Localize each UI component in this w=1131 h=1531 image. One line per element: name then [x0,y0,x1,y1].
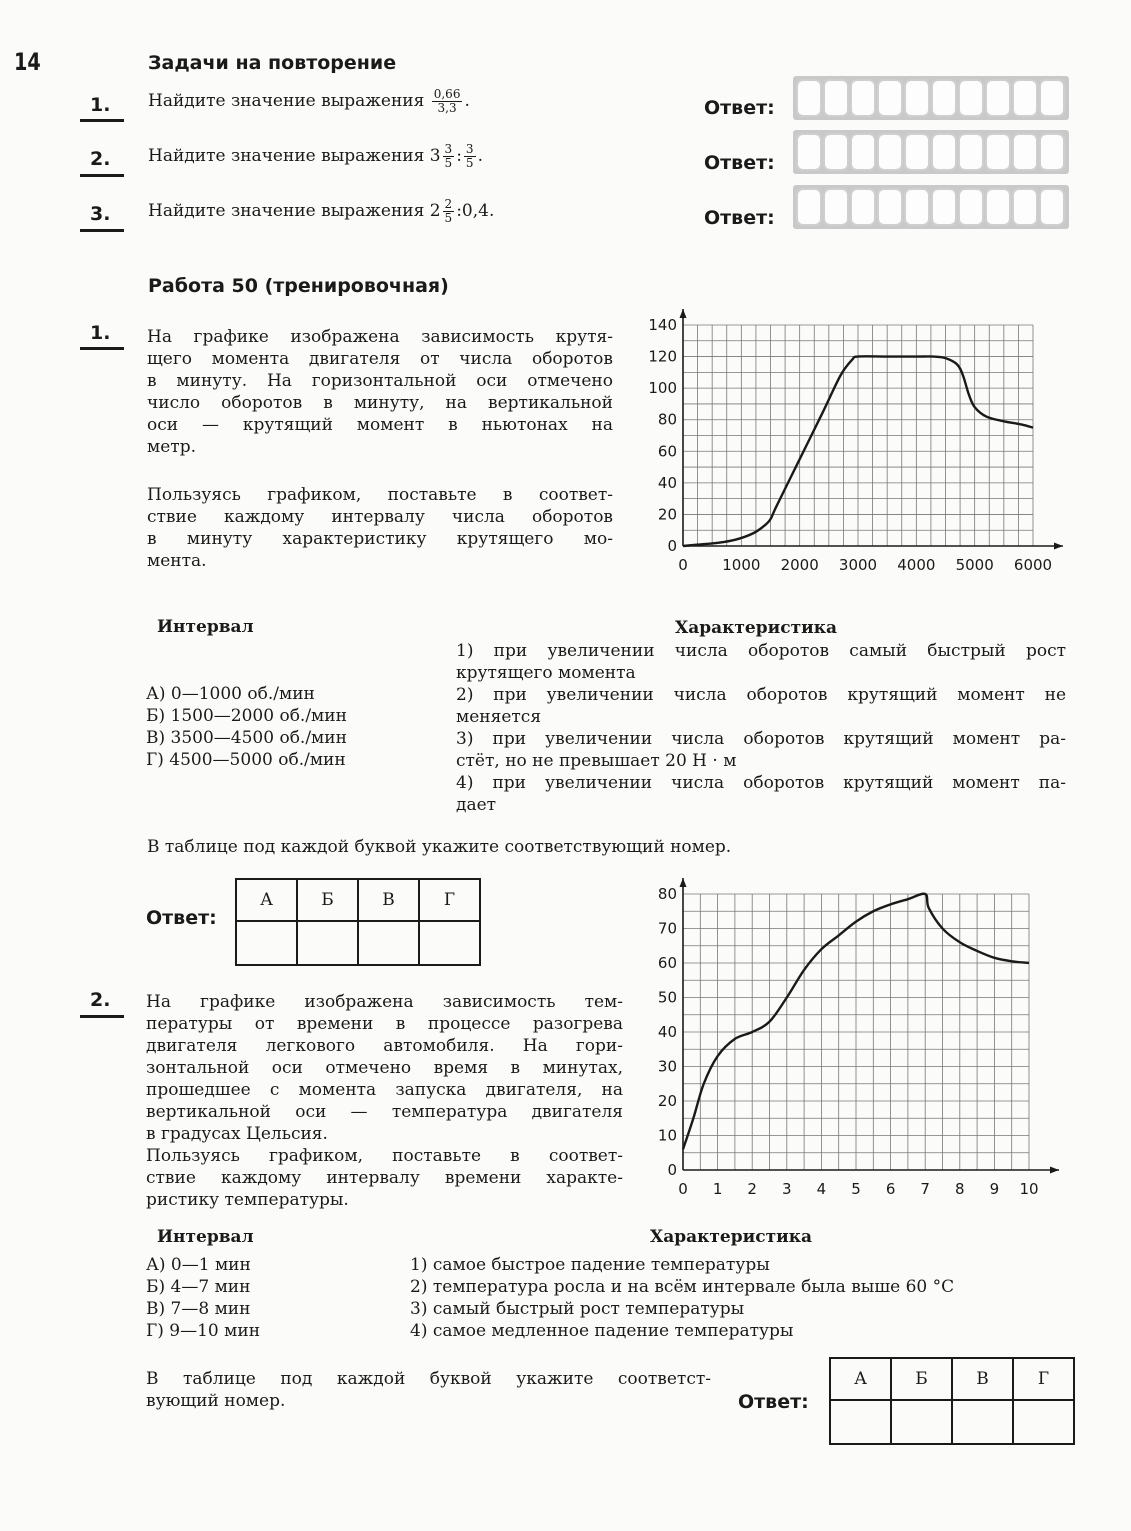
answer-cell[interactable] [904,79,930,117]
y-axis-arrow [680,878,687,887]
work-title: Работа 50 (тренировочная) [148,275,449,297]
task-1-underline [80,347,124,350]
answer-cell-b[interactable] [891,1400,952,1444]
answer-cell[interactable] [985,133,1011,171]
answer-cell[interactable] [1039,79,1065,117]
task-1-number: 1. [90,322,111,344]
x-tick-label: 3 [782,1180,792,1198]
interval-item: А) 0—1000 об./мин [146,684,315,704]
answer-cell-a[interactable] [830,1400,891,1444]
task-2-interval-title: Интервал [157,1227,254,1247]
answer-header-b: Б [891,1358,952,1400]
review-task-2-fraction-2 [464,143,476,170]
answer-cell[interactable] [985,188,1011,226]
interval-item: Г) 4500—5000 об./мин [146,750,346,770]
text-line: ствие каждому интервалу числа оборотов [147,507,613,527]
text-line: вертикальной оси — температура двигателя [146,1102,623,1122]
text-line: Пользуясь графиком, поставьте в соответ- [147,485,613,505]
characteristic-item: 4) при увеличении числа оборотов крутящий момент па- [456,773,1066,793]
answer-cell-v[interactable] [358,921,419,965]
answer-header-g: Г [1013,1358,1074,1400]
y-tick-label: 80 [657,885,677,903]
y-tick-label: 140 [648,316,677,334]
characteristic-item: 4) самое медленное падение температуры [410,1321,794,1341]
y-tick-label: 80 [657,410,677,429]
x-tick-label: 9 [989,1180,1000,1198]
text-line: двигателя легкового автомобиля. На гори- [146,1036,623,1056]
answer-cell[interactable] [931,79,957,117]
review-task-1-underline [80,119,124,122]
y-tick-label: 100 [648,379,677,398]
review-task-3-number: 3. [90,203,111,225]
y-tick-label: 50 [657,988,677,1007]
task-1-paragraph-1 [147,326,613,458]
answer-cell[interactable] [1012,79,1038,117]
answer-cell[interactable] [958,133,984,171]
task-1-interval-title: Интервал [157,617,254,637]
interval-item: В) 7—8 мин [146,1299,251,1319]
x-tick-label: 4000 [897,556,936,574]
review-task-2-tail: . [477,146,483,166]
review-task-2-answer-label: Ответ: [704,152,775,174]
answer-cell[interactable] [877,133,903,171]
answer-cell[interactable] [985,79,1011,117]
answer-header-a: А [236,879,297,921]
task-1-interval-list [146,683,347,771]
review-task-1-text [148,88,470,115]
answer-cell-g[interactable] [419,921,480,965]
task-2-underline [80,1015,124,1018]
x-tick-label: 10 [1019,1180,1039,1198]
answer-cell[interactable] [904,133,930,171]
y-tick-label: 70 [657,919,677,938]
interval-item: А) 0—1 мин [146,1255,251,1275]
review-task-3-label: Найдите значение выражения 2 [148,201,441,221]
answer-header-b: Б [297,879,358,921]
characteristic-item: 2) температура росла и на всём интервале была выше 60 °С [410,1277,955,1297]
review-task-3-answer-label: Ответ: [704,207,775,229]
temperature-chart [640,868,1070,1203]
task-1-instruction: В таблице под каждой буквой укажите соответствующий номер. [147,837,732,857]
interval-item: Б) 1500—2000 об./мин [146,706,347,726]
fraction-denominator: 5 [444,156,453,170]
x-tick-label: 0 [678,1180,688,1198]
text-line: ристику температуры. [146,1190,349,1210]
answer-cell[interactable] [796,79,822,117]
task-2-interval-list [146,1254,260,1342]
text-line: На графике изображена зависимость крутя- [147,327,613,347]
x-axis-arrow [1054,543,1063,550]
text-line: оси — крутящий момент в ньютонах на [147,415,613,435]
answer-cell[interactable] [796,188,822,226]
x-tick-label: 1 [712,1180,723,1198]
division-sign: : [456,146,462,166]
fraction-denominator: 5 [465,156,474,170]
review-task-2-number: 2. [90,148,111,170]
task-1-characteristic-list [456,640,1066,816]
answer-cell[interactable] [850,79,876,117]
text-line: вующий номер. [146,1391,286,1411]
text-line: зонтальной оси отмечено время в минутах, [146,1058,623,1078]
text-line: в минуту характеристику крутящего мо- [147,529,613,549]
text-line: На графике изображена зависимость тем- [146,992,623,1012]
answer-header-a: А [830,1358,891,1400]
y-tick-label: 20 [657,505,677,524]
x-tick-label: 3000 [838,556,878,574]
review-task-3-tail: :0,4. [456,201,495,221]
characteristic-item: 3) самый быстрый рост температуры [410,1299,745,1319]
x-tick-label: 5000 [955,556,994,574]
y-tick-label: 0 [667,1161,677,1179]
x-tick-label: 5 [851,1180,861,1198]
torque-chart [640,305,1070,585]
task-2-characteristic-title: Характеристика [650,1227,813,1247]
text-line: в градусах Цельсия. [146,1124,328,1144]
review-task-1-answer-cells[interactable] [793,76,1069,120]
review-task-2-label: Найдите значение выражения 3 [148,146,441,166]
x-tick-label: 6000 [1013,556,1053,574]
x-tick-label: 6 [885,1180,896,1198]
task-2-answer-label: Ответ: [738,1391,809,1413]
text-line: прошедшее с момента запуска двигателя, на [146,1080,623,1100]
answer-cell-b[interactable] [297,921,358,965]
review-task-1-number: 1. [90,94,111,116]
review-task-3-answer-cells[interactable] [793,185,1069,229]
answer-cell[interactable] [850,133,876,171]
task-2-number: 2. [90,989,111,1011]
answer-cell-a[interactable] [236,921,297,965]
review-task-1-fraction [432,88,463,115]
fraction-numerator: 2 [444,197,453,211]
answer-header-g: Г [419,879,480,921]
text-line: мента. [147,551,207,571]
characteristic-item: 1) самое быстрое падение температуры [410,1255,770,1275]
characteristic-item-continued: меняется [456,707,542,727]
answer-cell[interactable] [877,79,903,117]
characteristic-item-continued: дает [456,795,497,815]
text-line: в минуту. На горизонтальной оси отмечено [147,371,613,391]
y-tick-label: 10 [657,1126,677,1145]
answer-cell[interactable] [931,188,957,226]
review-task-3-underline [80,229,124,232]
characteristic-item-continued: крутящего момента [456,663,636,683]
y-tick-label: 30 [657,1057,677,1076]
task-1-paragraph-2 [147,484,613,572]
text-line: Пользуясь графиком, поставьте в соответ- [146,1146,623,1166]
answer-cell-v[interactable] [952,1400,1013,1444]
review-title: Задачи на повторение [148,52,397,74]
y-tick-label: 60 [657,442,677,461]
answer-cell[interactable] [958,188,984,226]
review-task-2-text [148,143,483,170]
text-line: метр. [147,437,196,457]
answer-cell[interactable] [823,133,849,171]
x-tick-label: 7 [920,1180,930,1198]
review-task-2-fraction [443,143,455,170]
text-line: число оборотов в минуту, на вертикальной [147,393,613,413]
task-2-characteristic-list [410,1254,954,1342]
task-1-answer-table [235,878,481,966]
fraction-denominator: 5 [444,211,453,225]
task-1-answer-label: Ответ: [146,907,217,929]
y-tick-label: 0 [667,537,677,555]
answer-cell[interactable] [1012,188,1038,226]
answer-cell[interactable] [1039,188,1065,226]
answer-cell[interactable] [931,133,957,171]
text-line: щего момента двигателя от числа оборотов [147,349,613,369]
fraction-numerator: 3 [444,142,453,156]
characteristic-item: 1) при увеличении числа оборотов самый быстрый рост [456,641,1066,661]
text-line: пературы от времени в процессе разогрева [146,1014,623,1034]
y-axis-arrow [680,309,687,318]
answer-header-v: В [358,879,419,921]
answer-cell[interactable] [850,188,876,226]
answer-header-v: В [952,1358,1013,1400]
x-tick-label: 2000 [780,556,819,574]
interval-item: Г) 9—10 мин [146,1321,261,1341]
review-task-3-fraction [443,198,455,225]
task-2-instruction [146,1368,711,1412]
answer-cell[interactable] [823,79,849,117]
x-tick-label: 2 [747,1180,757,1198]
fraction-numerator: 0,66 [433,87,461,101]
fraction-denominator: 3,3 [437,101,457,115]
fraction-numerator: 3 [465,142,474,156]
interval-item: Б) 4—7 мин [146,1277,251,1297]
answer-cell[interactable] [1039,133,1065,171]
y-tick-label: 20 [657,1092,677,1110]
interval-item: В) 3500—4500 об./мин [146,728,347,748]
task-1-characteristic-title: Характеристика [675,618,838,638]
characteristic-item-continued: стёт, но не превышает 20 Н · м [456,751,737,771]
x-tick-label: 4 [816,1180,827,1198]
task-2-paragraph [146,991,623,1211]
answer-cell[interactable] [1012,133,1038,171]
answer-cell[interactable] [877,188,903,226]
review-task-2-underline [80,174,124,177]
answer-cell[interactable] [958,79,984,117]
text-line: В таблице под каждой буквой укажите соответст- [146,1369,711,1389]
y-tick-label: 60 [657,954,677,972]
answer-cell[interactable] [904,188,930,226]
text-line: ствие каждому интервалу времени характе- [146,1168,623,1188]
answer-cell[interactable] [823,188,849,226]
x-tick-label: 8 [955,1180,965,1198]
x-tick-label: 0 [678,556,688,574]
answer-cell[interactable] [796,133,822,171]
task-2-answer-table [829,1357,1075,1445]
y-tick-label: 120 [648,347,677,366]
review-task-2-answer-cells[interactable] [793,130,1069,174]
answer-cell-g[interactable] [1013,1400,1074,1444]
page-number: 14 [14,48,41,76]
characteristic-item: 2) при увеличении числа оборотов крутящий момент не [456,685,1066,705]
review-task-1-tail: . [464,91,470,111]
review-task-1-answer-label: Ответ: [704,97,775,119]
y-tick-label: 40 [657,473,677,492]
x-axis-arrow [1050,1167,1059,1174]
characteristic-item: 3) при увеличении числа оборотов крутящий момент ра- [456,729,1066,749]
review-task-3-text [148,198,494,225]
y-tick-label: 40 [657,1023,677,1041]
x-tick-label: 1000 [722,556,761,574]
review-task-1-label: Найдите значение выражения [148,91,425,111]
